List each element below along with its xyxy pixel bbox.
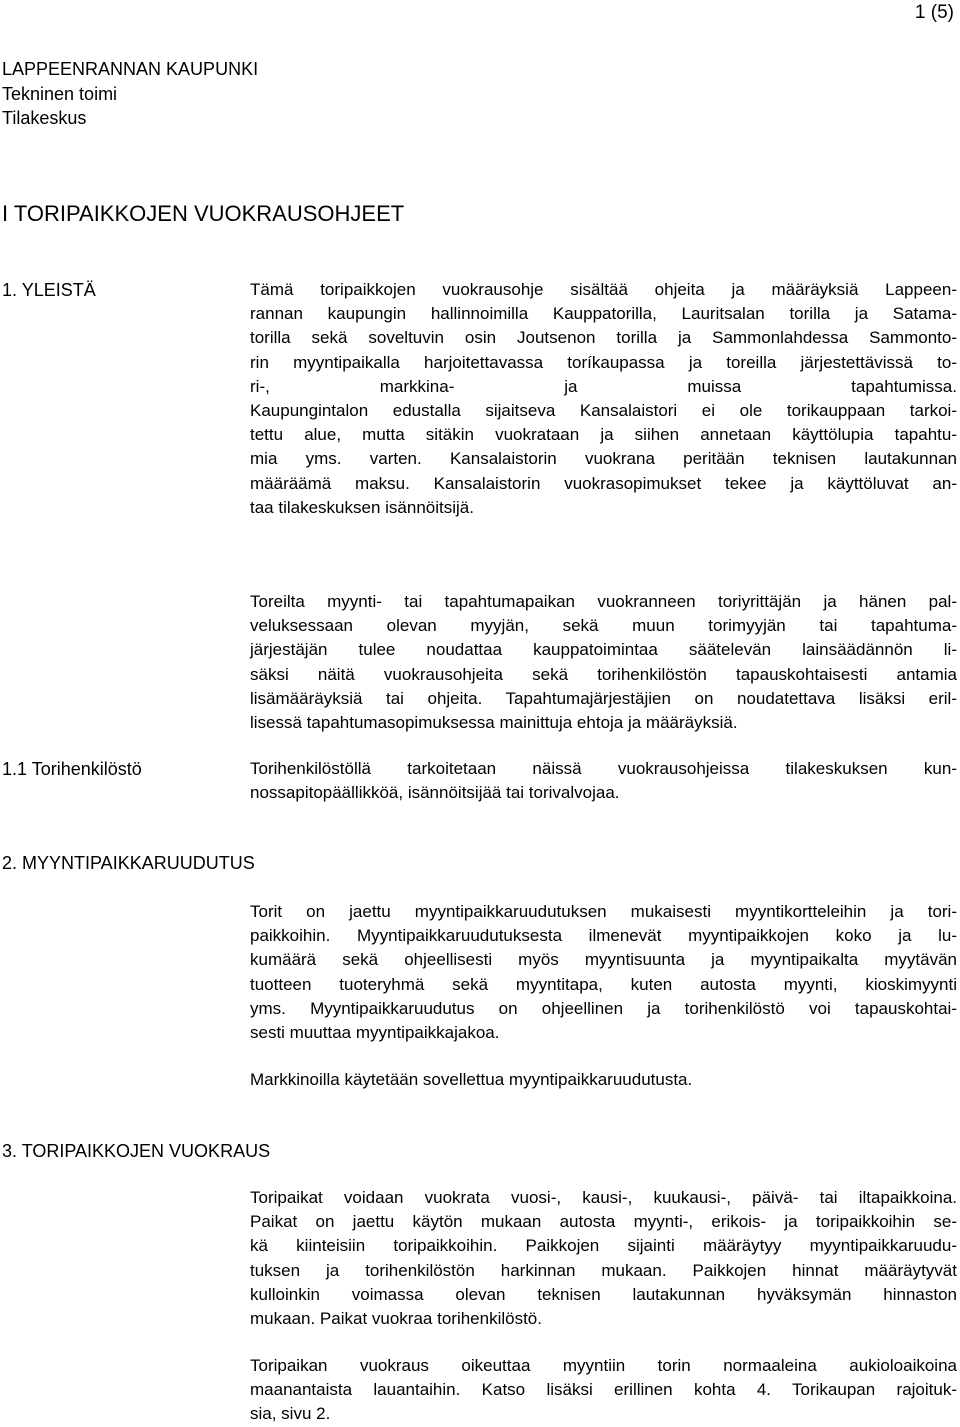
paragraph-line: mia yms. varten. Kansalaistorin vuokrana peritään teknisen lautakunnan	[250, 449, 957, 469]
paragraph-line: Toripaikan vuokraus oikeuttaa myyntiin torin normaaleina aukioloaikoina	[250, 1356, 957, 1375]
paragraph-line: mukaan. Paikat vuokraa torihenkilöstö.	[250, 1309, 542, 1329]
unit-name: Tilakeskus	[2, 108, 87, 128]
paragraph-line: Toreilta myynti- tai tapahtumapaikan vuokranneen toriyrittäjän ja hänen pal-	[250, 592, 957, 611]
paragraph-line: järjestäjän tulee noudattaa kauppatoimintaa säätelevän lainsäädännön li-	[250, 640, 957, 660]
paragraph-line: ri-, markkina- ja muissa tapahtumissa.	[250, 376, 957, 396]
paragraph-line: paikkoihin. Myyntipaikkaruudutuksesta ilmenevät myyntipaikkojen koko ja lu-	[250, 926, 957, 946]
organization-name: LAPPEENRANNAN KAUPUNKI	[2, 59, 259, 79]
paragraph-line: tuotteen tuoteryhmä sekä myyntitapa, kuten autosta myynti, kioskimyynti	[250, 974, 957, 994]
paragraph-line: säksi näitä vuokrausohjeita sekä torihenkilöstön tapauskohtaisesti antamia	[250, 664, 957, 684]
paragraph-line: kä kiinteisiin toripaikkoihin. Paikkojen sijainti määräytyy myyntipaikkaruudu-	[250, 1236, 957, 1256]
section-1-paragraph-1	[250, 278, 957, 520]
paragraph-line: kulloinkin voimassa olevan teknisen lautakunnan hyväksymän hinnaston	[250, 1284, 957, 1304]
section-2-paragraph-1	[250, 900, 957, 1045]
page-number: 1 (5)	[914, 2, 954, 23]
paragraph-line: Torihenkilöstöllä tarkoitetaan näissä vuokrausohjeissa tilakeskuksen kun-	[250, 759, 957, 778]
paragraph-line: Torit on jaettu myyntipaikkaruudutuksen mukaisesti myyntikortteleihin ja tori-	[250, 902, 957, 921]
paragraph-line: lisämääräyksiä tai ohjeita. Tapahtumajärjestäjien on noudatettava lisäksi eril-	[250, 688, 957, 708]
paragraph-line: torilla sekä soveltuvin osin Joutsenon torilla ja Sammonlahdessa Sammonto-	[250, 328, 957, 348]
paragraph-line: tuksen ja torihenkilöstön harkinnan mukaan. Paikkojen hinnat määräytyvät	[250, 1260, 957, 1280]
paragraph-line: Paikat on jaettu käytön mukaan autosta myynti-, erikois- ja toripaikkoihin se-	[250, 1212, 957, 1232]
paragraph-line: Tämä toripaikkojen vuokrausohje sisältää ohjeita ja määräyksiä Lappeen-	[250, 280, 957, 299]
section-1-1-paragraph	[250, 757, 957, 805]
section-1-heading: 1. YLEISTÄ	[2, 280, 96, 300]
paragraph-line: lisessä tapahtumasopimuksessa mainittuja ehtoja ja määräyksiä.	[250, 713, 738, 733]
paragraph-line: Kaupungintalon edustalla sijaitseva Kansalaistori ei ole torikauppaan tarkoi-	[250, 401, 957, 421]
paragraph-line: sia, sivu 2.	[250, 1404, 331, 1424]
paragraph-line: Toripaikat voidaan vuokrata vuosi-, kausi-, kuukausi-, päivä- tai iltapaikkoina.	[250, 1188, 957, 1207]
section-2-heading: 2. MYYNTIPAIKKARUUDUTUS	[2, 853, 255, 873]
section-3-paragraph-2	[250, 1354, 957, 1427]
paragraph-line: kumäärä sekä ohjeellisesti myös myyntisuunta ja myyntipaikalta myytävän	[250, 950, 957, 970]
paragraph-line: rannan kaupungin hallinnoimilla Kauppatorilla, Lauritsalan torilla ja Satama-	[250, 304, 957, 324]
paragraph-line: nossapitopäällikköä, isännöitsijää tai torivalvojaa.	[250, 783, 620, 803]
section-3-heading: 3. TORIPAIKKOJEN VUOKRAUS	[2, 1141, 271, 1161]
paragraph-line: veluksessaan olevan myyjän, sekä muun torimyyjän tai tapahtuma-	[250, 616, 957, 636]
section-1-1-heading: 1.1 Torihenkilöstö	[2, 759, 142, 779]
paragraph-line: rin myyntipaikalla harjoitettavassa toríkaupassa ja toreilla järjestettävissä to-	[250, 352, 957, 372]
organization-header	[2, 57, 258, 131]
paragraph-line: taa tilakeskuksen isännöitsijä.	[250, 497, 474, 517]
paragraph-line: sesti muuttaa myyntipaikkajakoa.	[250, 1023, 500, 1043]
department-name: Tekninen toimi	[2, 83, 118, 104]
section-3-paragraph-1	[250, 1186, 957, 1331]
paragraph-line: maanantaista lauantaihin. Katso lisäksi erillinen kohta 4. Torikaupan rajoituk-	[250, 1380, 957, 1400]
section-1-paragraph-2	[250, 590, 957, 735]
paragraph-line: yms. Myyntipaikkaruudutus on ohjeellinen ja torihenkilöstö voi tapauskohtai-	[250, 998, 957, 1018]
paragraph-line: määräämä maksu. Kansalaistorin vuokrasopimukset tekee ja käyttöluvat an-	[250, 473, 957, 493]
section-2-paragraph-2	[250, 1068, 957, 1092]
paragraph-line: Markkinoilla käytetään sovellettua myyntipaikkaruudutusta.	[250, 1070, 693, 1089]
document-title: I TORIPAIKKOJEN VUOKRAUSOHJEET	[2, 201, 405, 226]
paragraph-line: tettu alue, mutta sitäkin vuokrataan ja siihen annetaan käyttölupia tapahtu-	[250, 425, 957, 445]
